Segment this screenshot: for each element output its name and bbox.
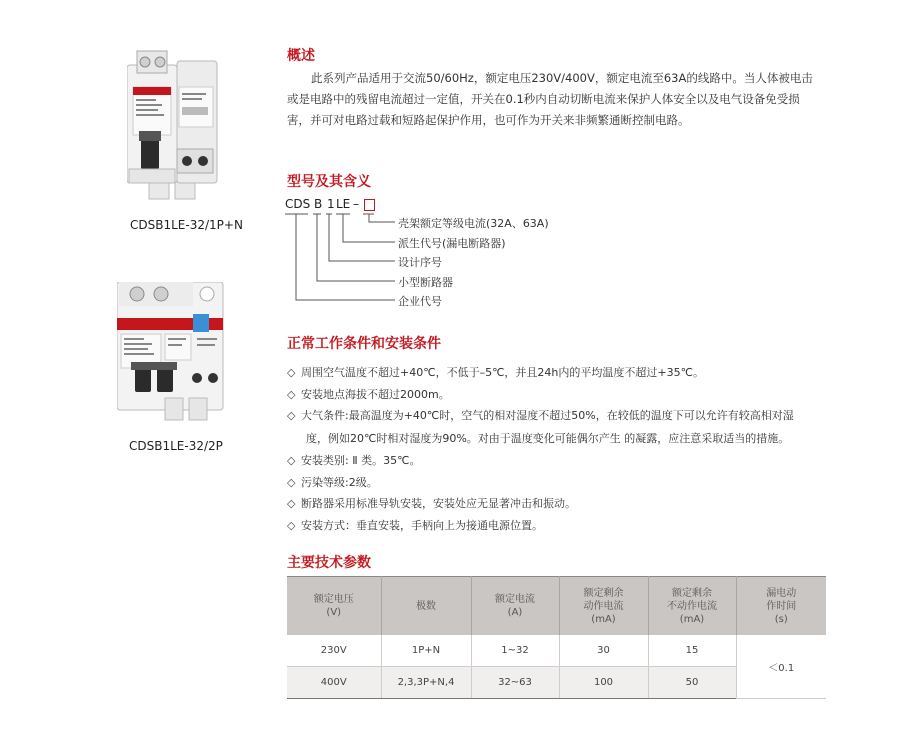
legend-company-code: 企业代号 <box>398 295 442 308</box>
specs-title: 主要技术参数 <box>287 555 371 571</box>
overview-line-3: 害，并可对电路过载和短路起保护作用，也可作为开关来非频繁通断控制电路。 <box>287 113 690 127</box>
cell-current: 1~32 <box>471 635 559 667</box>
conditions-title: 正常工作条件和安装条件 <box>287 336 441 352</box>
cell-residual-op: 100 <box>559 667 648 699</box>
legend-design-number: 设计序号 <box>398 256 442 269</box>
header-residual-operating: 额定剩余 动作电流 (mA) <box>559 577 648 636</box>
code-part-cds: CDS <box>285 197 311 211</box>
cell-poles: 1P+N <box>381 635 471 667</box>
breaker-2p-image <box>117 282 229 422</box>
header-rated-voltage: 额定电压 (V) <box>287 577 381 636</box>
spec-table <box>287 576 826 699</box>
code-part-b: B <box>314 197 323 211</box>
table-row <box>287 635 826 667</box>
overview-line-1: 此系列产品适用于交流50/60Hz，额定电压230V/400V，额定电流至63A的线路中。当人体被电击 <box>311 71 813 85</box>
legend-mini-breaker: 小型断路器 <box>398 276 453 289</box>
overview-title: 概述 <box>287 48 315 64</box>
header-poles: 极数 <box>381 577 471 636</box>
cell-trip-time: ＜0.1 <box>736 635 826 699</box>
condition-3: ◇ 大气条件:最高温度为+40℃时，空气的相对湿度不超过50%，在较低的温度下可以允许有较高相对湿 <box>287 409 794 422</box>
code-part-le: LE <box>336 197 351 211</box>
condition-4: ◇ 安装类别: Ⅱ 类。35℃。 <box>287 454 421 467</box>
cell-residual-nonop: 15 <box>648 635 736 667</box>
cell-residual-nonop: 50 <box>648 667 736 699</box>
code-placeholder-box <box>364 199 375 211</box>
cell-voltage: 400V <box>287 667 381 699</box>
model-title: 型号及其含义 <box>287 174 371 190</box>
spec-header-row <box>287 577 826 636</box>
header-trip-time: 漏电动 作时间 (s) <box>736 577 826 636</box>
legend-derivative-code: 派生代号(漏电断路器) <box>398 237 506 250</box>
overview-line-2: 或是电路中的残留电流超过一定值，开关在0.1秒内自动切断电流来保护人体安全以及电气设备免受损 <box>287 92 800 106</box>
header-rated-current: 额定电流 (A) <box>471 577 559 636</box>
product-caption-1: CDSB1LE-32/1P+N <box>130 218 243 232</box>
code-part-1: 1 <box>327 197 335 211</box>
product-caption-2: CDSB1LE-32/2P <box>129 439 223 453</box>
cell-current: 32~63 <box>471 667 559 699</box>
cell-poles: 2,3,3P+N,4 <box>381 667 471 699</box>
code-part-dash: – <box>353 197 359 211</box>
header-residual-non-operating: 额定剩余 不动作电流 (mA) <box>648 577 736 636</box>
legend-frame-current: 壳架额定等级电流(32A、63A) <box>398 217 549 230</box>
condition-6: ◇ 断路器采用标准导轨安装，安装处应无显著冲击和振动。 <box>287 497 576 510</box>
condition-5: ◇ 污染等级:2级。 <box>287 476 378 489</box>
condition-3-continued: 度，例如20℃时相对湿度为90%。对由于温度变化可能偶尔产生 的凝露，应注意采取适当的措施。 <box>306 432 790 445</box>
condition-7: ◇ 安装方式：垂直安装，手柄向上为接通电源位置。 <box>287 519 543 532</box>
cell-residual-op: 30 <box>559 635 648 667</box>
cell-voltage: 230V <box>287 635 381 667</box>
overview-text <box>287 68 832 131</box>
condition-1: ◇ 周围空气温度不超过+40℃，不低于–5℃，并且24h内的平均温度不超过+35℃。 <box>287 366 704 379</box>
breaker-1pn-image <box>127 47 222 202</box>
condition-2: ◇ 安装地点海拔不超过2000m。 <box>287 388 450 401</box>
